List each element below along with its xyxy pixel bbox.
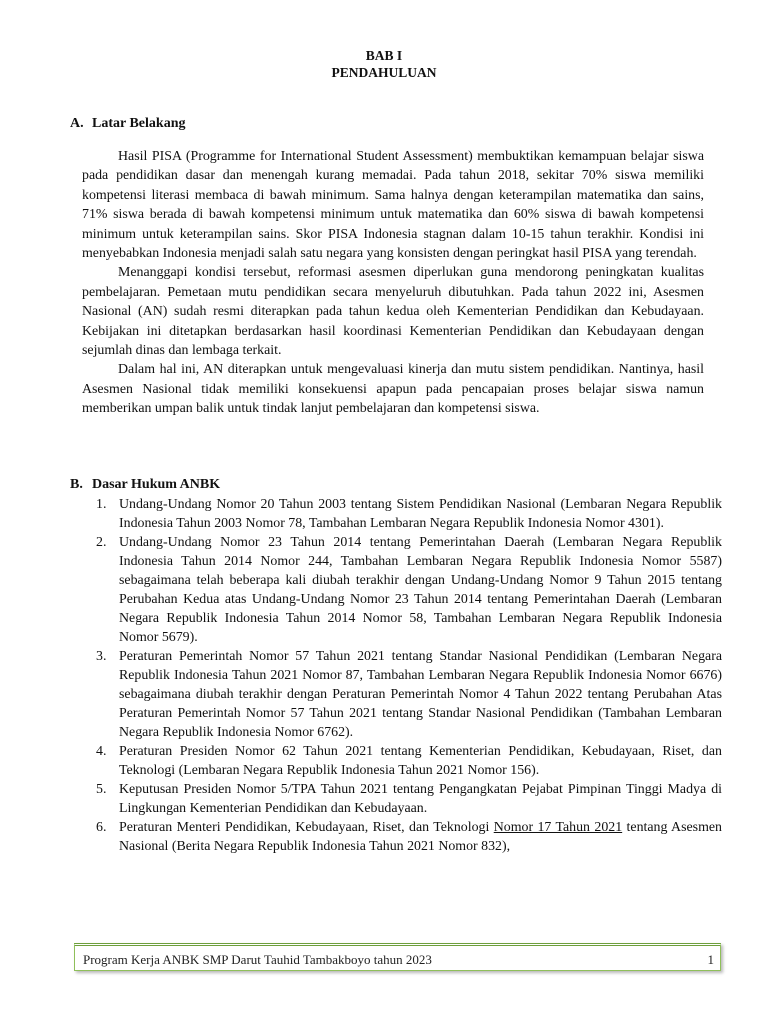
- list-item-text: tentang Asesmen Nasional (Berita Negara Republik Indonesia Tahun 2021 Nomor 832),: [119, 820, 722, 854]
- footer-text: Program Kerja ANBK SMP Darut Tauhid Tambakboyo tahun 2023: [83, 952, 432, 967]
- list-item: [96, 742, 722, 780]
- paragraph: Hasil PISA (Programme for International Student Assessment) membuktikan kemampuan belajar siswa pada pendidikan dasar dan menengah kurang memadai. Pada tahun 2018, sekitar 70% siswa memiliki kompetensi literasi membaca di bawah minimum. Sama halnya dengan keterampilan matematika dan sains, 71% siswa berada di bawah kompetensi minimum untuk matematika dan 60% siswa di bawah kompetensi minimum untuk keterampilan sains. Skor PISA Indonesia stagnan dalam 10-15 tahun terakhir. Kondisi ini menyebabkan Indonesia menjadi salah satu negara yang konsisten dengan peringkat hasil PISA yang terendah.: [82, 149, 704, 262]
- section-a-heading: [70, 115, 185, 133]
- list-item-text: Undang-Undang Nomor 23 Tahun 2014 tentang Pemerintahan Daerah (Lembaran Negara Republik Indonesia Tahun 2014 Nomor 244, Tambahan Lembaran Negara Republik Indonesia Nomor 5587) sebagaimana telah beberapa kali diubah terakhir dengan Undang-Undang Nomor 9 Tahun 2015 tentang Perubahan Kedua atas Undang-Undang Nomor 23 Tahun 2014 tentang Pemerintahan Daerah (Lembaran Negara Republik Indonesia Tahun 2014 Nomor 58, Tambahan Lembaran Negara Republik Indonesia Nomor 5679).: [119, 535, 722, 645]
- page-number: 1: [707, 952, 714, 967]
- list-item: [96, 780, 722, 818]
- legal-basis-list: [96, 495, 722, 856]
- regulation-number-link: Nomor 17 Tahun 2021: [493, 820, 623, 835]
- list-number: 6.: [96, 820, 107, 835]
- section-a-title: Latar Belakang: [92, 116, 186, 131]
- list-item-text: Keputusan Presiden Nomor 5/TPA Tahun 2021 tentang Pengangkatan Pejabat Pimpinan Tinggi Madya di Lingkungan Kementerian Pendidikan dan Kebudayaan.: [119, 782, 722, 816]
- paragraph: Menanggapi kondisi tersebut, reformasi asesmen diperlukan guna mendorong peningkatan kualitas pembelajaran. Pemetaan mutu pendidikan secara menyeluruh dibutuhkan. Pada tahun 2022 ini, Asesmen Nasional (AN) sudah resmi diterapkan pada tahun kedua oleh Kementerian Pendidikan dan Kebudayaan. Kebijakan ini ditetapkan berdasarkan hasil koordinasi Kementerian Pendidikan dan Kebudayaan dengan sejumlah dinas dan lembaga terkait.: [82, 265, 704, 359]
- list-number: 2.: [96, 535, 107, 550]
- list-item: [96, 818, 722, 856]
- list-item-text: Undang-Undang Nomor 20 Tahun 2003 tentang Sistem Pendidikan Nasional (Lembaran Negara Republik Indonesia Tahun 2003 Nomor 78, Tambahan Lembaran Negara Republik Indonesia Nomor 4301).: [119, 497, 722, 531]
- list-item: [96, 647, 722, 742]
- list-item: [96, 533, 722, 647]
- list-number: 3.: [96, 649, 107, 664]
- list-item-text: Peraturan Menteri Pendidikan, Kebudayaan, Riset, dan Teknologi: [119, 820, 494, 835]
- section-a-letter: A.: [70, 116, 84, 131]
- list-number: 4.: [96, 744, 107, 759]
- list-number: 5.: [96, 782, 107, 797]
- list-item-text: Peraturan Pemerintah Nomor 57 Tahun 2021 tentang Standar Nasional Pendidikan (Lembaran Negara Republik Indonesia Tahun 2021 Nomor 87, Tambahan Lembaran Negara Republik Indonesia Nomor 6676) sebagaimana diubah terakhir dengan Peraturan Pemerintah Nomor 4 Tahun 2022 tentang Perubahan Atas Peraturan Pemerintah Nomor 57 Tahun 2021 tentang Standar Nasional Pendidikan (Tambahan Lembaran Negara Republik Indonesia Nomor 6762).: [119, 649, 722, 740]
- page-footer: [74, 943, 721, 971]
- paragraph: Dalam hal ini, AN diterapkan untuk mengevaluasi kinerja dan mutu sistem pendidikan. Nantinya, hasil Asesmen Nasional tidak memiliki konsekuensi apapun pada pencapaian proses belajar siswa namun memberikan umpan balik untuk tindak lanjut pembelajaran dan kompetensi siswa.: [82, 362, 704, 417]
- chapter-label: BAB I: [365, 48, 403, 63]
- section-a-body: [82, 147, 704, 419]
- section-b-letter: B.: [70, 477, 83, 492]
- page-title: PENDAHULUAN: [331, 65, 437, 80]
- list-number: 1.: [96, 497, 107, 512]
- list-item: [96, 495, 722, 533]
- section-b-title: Dasar Hukum ANBK: [92, 477, 221, 492]
- section-b-heading: [70, 476, 220, 494]
- list-item-text: Peraturan Presiden Nomor 62 Tahun 2021 tentang Kementerian Pendidikan, Kebudayaan, Riset, dan Teknologi (Lembaran Negara Republik Indonesia Tahun 2021 Nomor 156).: [119, 744, 722, 778]
